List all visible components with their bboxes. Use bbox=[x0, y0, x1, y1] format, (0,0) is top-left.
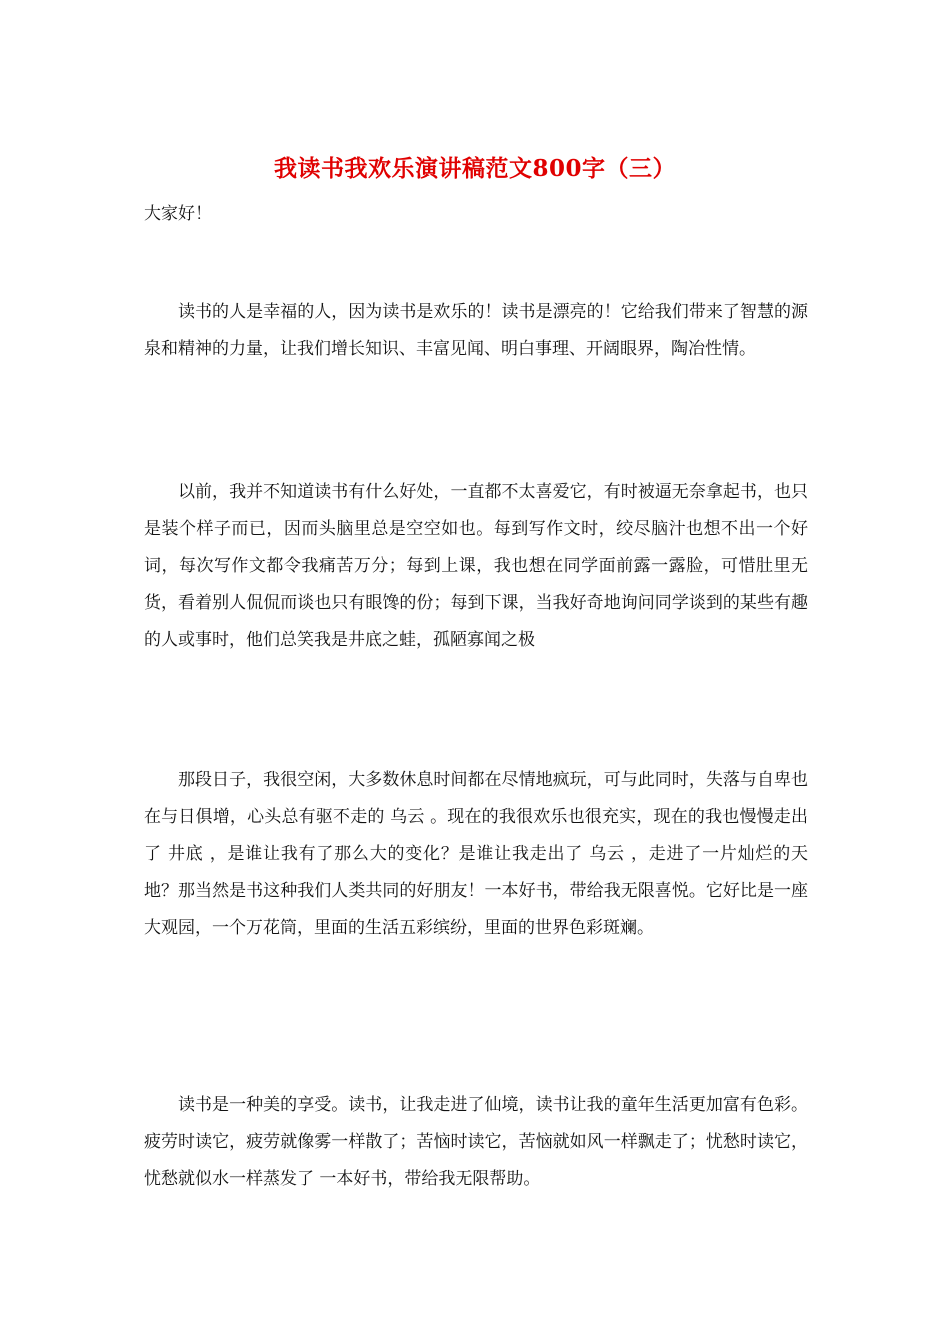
document-title: 我读书我欢乐演讲稿范文800字（三） bbox=[273, 155, 676, 182]
paragraph-3: 那段日子，我很空闲，大多数休息时间都在尽情地疯玩，可与此同时，失落与自卑也在与日俱增，心头总有驱不走的 乌云 。现在的我很欢乐也很充实，现在的我也慢慢走出了 井底 ，是谁让我有了那么大的变化？是谁让我走出了 乌云 ，走进了一片灿烂的天地？那当然是书这种我们人类共同的好朋友！一本好书，带给我无限喜悦。它好比是一座大观园，一个万花筒，里面的生活五彩缤纷，里面的世界色彩斑斓。 bbox=[144, 770, 808, 938]
paragraph-2: 以前，我并不知道读书有什么好处，一直都不太喜爱它，有时被逼无奈拿起书，也只是装个样子而已，因而头脑里总是空空如也。每到写作文时，绞尽脑汁也想不出一个好词，每次写作文都令我痛苦万分；每到上课，我也想在同学面前露一露脸，可惜肚里无货，看着别人侃侃而谈也只有眼馋的份；每到下课，当我好奇地询问同学谈到的某些有趣的人或事时，他们总笑我是井底之蛙，孤陋寡闻之极 bbox=[144, 482, 808, 650]
greeting-text: 大家好！ bbox=[144, 204, 212, 224]
paragraph-4: 读书是一种美的享受。读书，让我走进了仙境，读书让我的童年生活更加富有色彩。疲劳时读它，疲劳就像雾一样散了；苦恼时读它，苦恼就如风一样飘走了；忧愁时读它，忧愁就似水一样蒸发了 一本好书，带给我无限帮助。 bbox=[144, 1095, 808, 1189]
paragraph-1: 读书的人是幸福的人，因为读书是欢乐的！读书是漂亮的！它给我们带来了智慧的源泉和精神的力量，让我们增长知识、丰富见闻、明白事理、开阔眼界，陶冶性情。 bbox=[144, 302, 808, 359]
